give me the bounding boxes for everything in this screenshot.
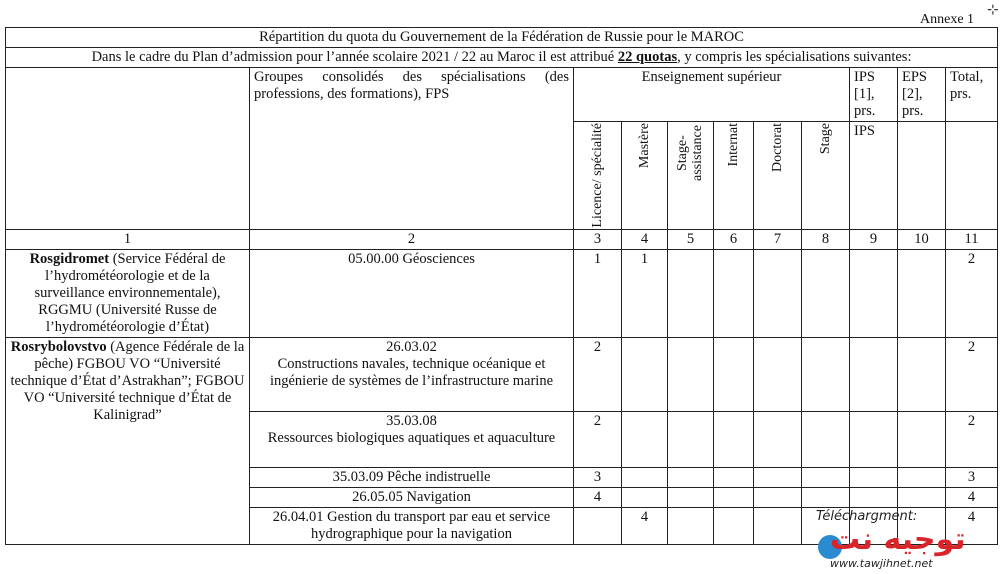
header-doctorat: Doctorat	[754, 122, 802, 230]
table-row: 26.04.01 Gestion du transport par eau et service hydrographique pour la navigation 4 4	[6, 507, 998, 544]
table-row: Rosrybolovstvo (Agence Fédérale de la pêche) FGBOU VO “Université technique d’État d’Astrakhan”; FGBOU VO “Université technique d’État de Kalinigrad” 26.03.02 Constructions navales, technique océanique et ingénierie de systèmes de l’infrastructure marine 2 2	[6, 337, 998, 411]
table-title: Répartition du quota du Gouvernement de la Fédération de Russie pour le MAROC	[6, 28, 998, 48]
spec-cell: 05.00.00 Géosciences	[250, 249, 574, 337]
org-rosgidromet: Rosgidromet (Service Fédéral de l’hydrométéorologie et de la surveillance environnementale), RGGMU (Université Russe de l’hydrométéorologie d’État)	[6, 249, 250, 337]
table-row: 26.05.05 Navigation 4 4	[6, 487, 998, 507]
table-row: 35.03.09 Pêche indistruelle 3 3	[6, 467, 998, 487]
watermark-label: Téléchargment:	[816, 509, 918, 524]
quota-count: 22 quotas	[617, 49, 678, 65]
spec-cell: 35.03.09 Pêche indistruelle	[250, 467, 574, 487]
header-internat: Internat	[714, 122, 754, 230]
table-row: 35.03.08 Ressources biologiques aquatiques et aquaculture 2 2	[6, 411, 998, 467]
spec-cell: 26.05.05 Navigation	[250, 487, 574, 507]
annex-label: Annexe 1	[920, 12, 975, 27]
spec-cell: 26.04.01 Gestion du transport par eau et service hydrographique pour la navigation	[250, 507, 574, 544]
table-row: Rosgidromet (Service Fédéral de l’hydrométéorologie et de la surveillance environnementale), RGGMU (Université Russe de l’hydrométéorologie d’État) 05.00.00 Géosciences 1 1 2	[6, 249, 998, 337]
header-stage-assistance: Stage-assistance	[668, 122, 714, 230]
corner-mark: ⊹	[987, 3, 999, 18]
spec-cell: 35.03.08 Ressources biologiques aquatiques et aquaculture	[250, 411, 574, 467]
header-master: Mastère	[622, 122, 668, 230]
header-stage: Stage	[802, 122, 850, 230]
header-total: Total, prs.	[946, 68, 998, 122]
watermark-text: توجيه نت	[830, 522, 966, 557]
header-higher-education: Enseignement supérieur	[574, 68, 850, 122]
header-licence: Licence/ spécialité	[574, 122, 622, 230]
column-number-row: 1 2 3 4 5 6 7 8 9 10 11	[6, 229, 998, 249]
watermark-url: www.tawjihnet.net	[830, 557, 933, 570]
table-subtitle: Dans le cadre du Plan d’admission pour l’année scolaire 2021 / 22 au Maroc il est attribué 22 quotas, y compris les spécialisations suivantes:	[6, 48, 998, 68]
org-rosrybolovstvo: Rosrybolovstvo (Agence Fédérale de la pêche) FGBOU VO “Université technique d’État d’Astrakhan”; FGBOU VO “Université technique d’État de Kalinigrad”	[6, 337, 250, 544]
header-eps: EPS [2], prs.	[898, 68, 946, 122]
header-ips-sub: IPS	[850, 122, 898, 230]
spec-cell: 26.03.02 Constructions navales, technique océanique et ingénierie de systèmes de l’infrastructure marine	[250, 337, 574, 411]
header-groups: Groupes consolidés des spécialisations (des professions, des formations), FPS	[250, 68, 574, 230]
quota-table	[5, 27, 998, 545]
header-ips: IPS [1], prs.	[850, 68, 898, 122]
